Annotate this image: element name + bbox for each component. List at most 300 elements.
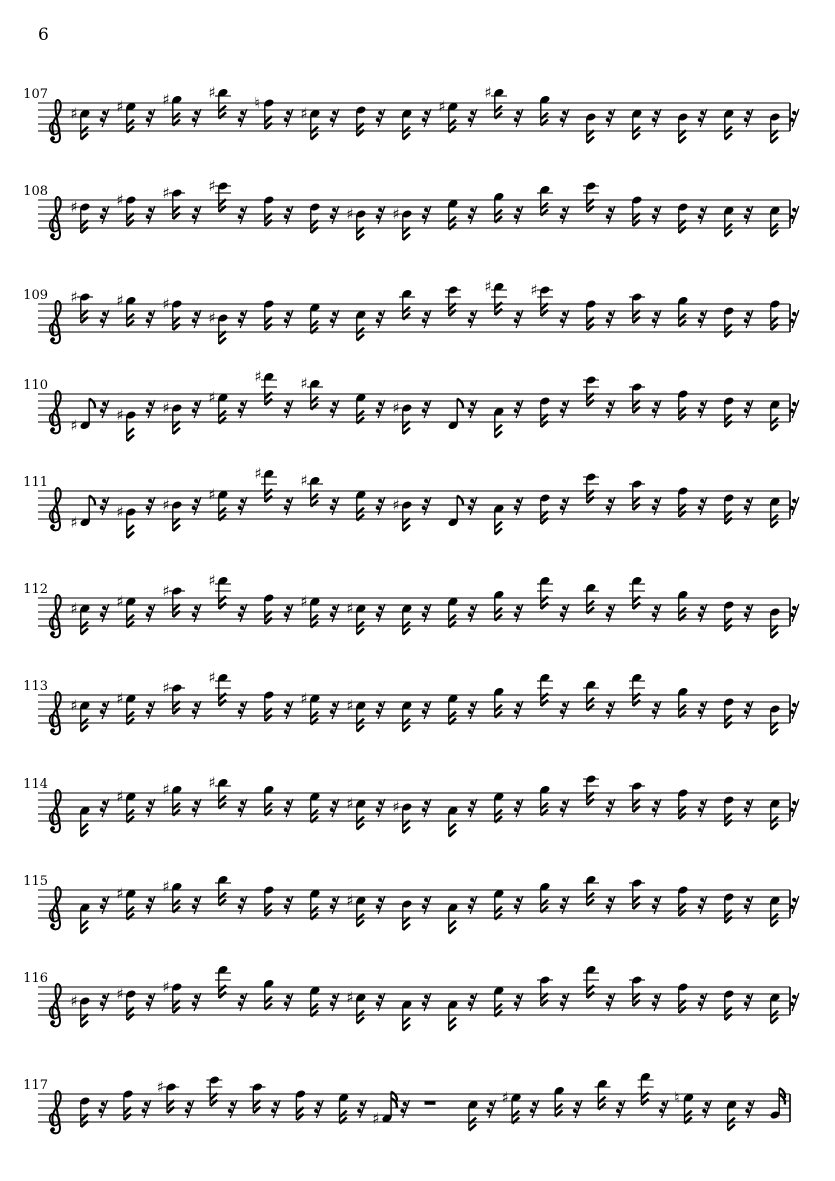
flag [357,1017,364,1023]
sharp-accidental: ♯ [208,309,216,327]
sharp-accidental: ♯ [346,794,354,813]
sharp-accidental: ♯ [208,485,216,504]
flag [219,992,226,998]
sharp-accidental: ♯ [70,288,78,306]
treble-clef-icon [49,984,61,1026]
note [163,399,183,434]
flag [771,137,778,143]
flag [219,985,226,991]
flag [265,809,272,815]
sharp-accidental: ♯ [162,184,170,202]
treble-clef-icon [49,595,61,637]
flag [495,1010,502,1016]
flag [587,704,594,710]
flag [403,1018,410,1024]
flag [642,1099,649,1105]
flag [357,628,364,634]
sharp-accidental: ♯ [392,496,400,514]
flag [495,112,502,118]
flag [771,1011,778,1017]
natural-accidental: ♮ [254,94,260,112]
sharp-accidental: ♯ [116,406,124,424]
measure-number: 114 [23,777,48,792]
sharp-accidental: ♯ [300,471,308,490]
flag [495,913,502,919]
measure-number: 116 [23,971,48,986]
note [485,278,508,316]
sharp-accidental: ♯ [162,978,170,996]
flag [265,489,272,495]
treble-clef-icon [49,301,61,343]
flag [679,711,686,717]
flag [771,224,778,230]
note [301,472,324,507]
flag [127,712,134,718]
flag [311,133,318,139]
note [447,496,463,528]
sixteenth-rest [790,701,799,719]
flag [127,435,134,441]
sharp-accidental: ♯ [208,571,216,590]
flag [357,514,364,520]
flag [512,1117,519,1123]
flag [495,210,502,216]
flag [679,614,686,620]
flag [173,809,180,815]
note [209,572,232,610]
sharp-accidental: ♯ [208,83,216,102]
flag [403,719,410,725]
note [209,669,232,707]
flag [403,827,410,833]
flag [599,1103,606,1109]
sharp-accidental: ♯ [372,1109,380,1128]
flag [541,906,548,912]
flag [449,126,456,132]
flag [219,596,226,602]
note [163,781,183,816]
flag [495,810,502,816]
flag [357,328,364,334]
note [301,375,324,410]
flag [127,120,134,126]
note [347,205,367,240]
sharp-accidental: ♯ [346,988,354,1007]
flag [265,803,272,809]
sharp-accidental: ♯ [254,367,262,386]
flag [403,313,410,319]
block-rest [425,1101,436,1105]
flag [771,1017,778,1023]
flag [219,700,226,706]
note [71,992,91,1027]
flag [311,810,318,816]
flag [403,1024,410,1030]
flag [265,496,272,502]
flag [357,914,364,920]
system-115 [23,874,799,934]
flag [495,431,502,437]
sharp-accidental: ♯ [162,877,170,896]
flag [403,133,410,139]
flag [541,209,548,215]
sharp-accidental: ♯ [116,787,124,806]
note [393,399,413,434]
sharp-accidental: ♯ [162,295,170,313]
flag [403,234,410,240]
flag [311,816,318,822]
flag [449,1018,456,1024]
flag [469,1124,476,1130]
note [163,496,183,531]
sharp-accidental: ♯ [116,191,124,209]
sharp-accidental: ♯ [116,689,124,708]
sixteenth-rest [790,993,799,1011]
note [163,91,183,126]
note [209,309,229,344]
note [537,673,553,706]
note [583,965,599,998]
flag [219,112,226,118]
flag [633,127,640,133]
sharp-accidental: ♯ [300,104,308,123]
sharp-accidental: ♯ [162,780,170,799]
note [677,112,688,143]
note [629,673,645,706]
flag [173,428,180,434]
sixteenth-rest [790,400,799,418]
sharp-accidental: ♯ [208,668,216,687]
flag [219,508,226,514]
flag [311,494,318,500]
flag [495,522,502,528]
flag [449,927,456,933]
flag [541,900,548,906]
note [393,798,413,833]
sharp-accidental: ♯ [392,399,400,417]
flag [403,307,410,313]
flag [219,893,226,899]
flag [173,906,180,912]
flag [127,525,134,531]
note [71,496,95,532]
flag [219,514,226,520]
flag [311,621,318,627]
flag [127,532,134,538]
flag [311,403,318,409]
note [209,84,232,119]
flag [173,803,180,809]
measure-number: 109 [23,288,48,303]
flag [679,137,686,143]
flag [357,234,364,240]
flag [311,327,318,333]
note [393,205,413,240]
flag [449,223,456,229]
note [393,496,413,531]
flag [357,817,364,823]
sharp-accidental: ♯ [484,277,492,296]
measure-number: 112 [23,582,48,597]
sharp-accidental: ♯ [208,388,216,407]
sharp-accidental: ♯ [70,696,78,715]
sharp-accidental: ♯ [300,689,308,708]
sharp-accidental: ♯ [70,992,78,1010]
flag [81,927,88,933]
flag [771,424,778,430]
sixteenth-rest [790,310,799,328]
sixteenth-rest [790,604,799,622]
flag [127,126,134,132]
flag [81,1021,88,1027]
flag [495,816,502,822]
flag [541,809,548,815]
flag [679,608,686,614]
flag [265,392,272,398]
flag [403,628,410,634]
flag [541,803,548,809]
sixteenth-rest [790,206,799,224]
flag [495,528,502,534]
flag [127,913,134,919]
treble-clef-icon [49,887,61,929]
note [401,899,412,930]
flag [728,1118,735,1124]
flag [633,133,640,139]
system-113 [23,669,799,736]
system-107 [23,84,799,144]
flag [587,601,594,607]
flag [265,997,272,1003]
flag [679,314,686,320]
flag [587,137,594,143]
sharp-accidental: ♯ [116,97,124,116]
flag [311,321,318,327]
sharp-accidental: ♯ [162,582,170,600]
system-109 [23,278,799,345]
note [585,112,596,143]
flag [403,127,410,133]
sharp-accidental: ♯ [70,513,78,532]
treble-clef-icon [49,692,61,734]
note [117,406,137,441]
flag [357,334,364,340]
flag [771,632,778,638]
note [117,503,137,538]
flag [679,705,686,711]
flag [127,615,134,621]
flag [633,596,640,602]
flag [311,718,318,724]
sharp-accidental: ♯ [162,90,170,109]
sharp-accidental: ♯ [346,205,354,223]
flag [403,428,410,434]
note [447,399,463,431]
sharp-accidental: ♯ [484,83,492,102]
flag [357,920,364,926]
sharp-accidental: ♯ [70,104,78,123]
flag [495,614,502,620]
flag [219,417,226,423]
flag [173,525,180,531]
sixteenth-rest [790,896,799,914]
flag [541,700,548,706]
flag [81,725,88,731]
system-111 [23,465,799,539]
flag [495,216,502,222]
flag [81,628,88,634]
flag [541,693,548,699]
note [215,965,231,998]
note [537,576,553,609]
flag [219,338,226,344]
flag [340,1117,347,1123]
flag [449,217,456,223]
flag [311,127,318,133]
flag [81,133,88,139]
measure-number: 117 [23,1078,48,1093]
note [255,368,278,406]
sharp-accidental: ♯ [501,1088,510,1107]
flag [728,1124,735,1130]
sharp-accidental: ♯ [530,281,538,299]
flag [311,615,318,621]
flag [587,985,594,991]
sharp-accidental: ♯ [70,416,78,435]
system-110 [23,368,799,442]
sixteenth-rest [790,109,799,127]
treble-clef-icon [49,1091,61,1133]
flag [311,1004,318,1010]
flag [685,1111,692,1117]
flag [457,399,463,409]
flag [127,718,134,724]
flag [457,496,463,506]
flag [219,802,226,808]
flag [771,920,778,926]
system-117 [23,1072,790,1134]
sharp-accidental: ♯ [300,374,308,393]
measure-number: 113 [23,679,48,694]
flag [311,913,318,919]
flag [642,1092,649,1098]
sharp-accidental: ♯ [116,291,124,310]
treble-clef-icon [49,197,61,239]
flag [541,113,548,119]
measure-number: 110 [23,378,48,393]
note [71,399,95,435]
flag [311,500,318,506]
measure-number: 107 [23,87,48,102]
flag [449,621,456,627]
flag [89,496,95,506]
system-108 [23,177,799,240]
flag [725,133,732,139]
flag [311,397,318,403]
flag [449,718,456,724]
sharp-accidental: ♯ [162,496,170,514]
flag [512,1111,519,1117]
flag [81,719,88,725]
flag [449,824,456,830]
flag [357,725,364,731]
flag [311,1010,318,1016]
flag [555,1110,562,1116]
flag [725,127,732,133]
treble-clef-icon [49,100,61,142]
flag [633,693,640,699]
flag [81,824,88,830]
flag [771,418,778,424]
flag [449,120,456,126]
flag [449,921,456,927]
flag [357,508,364,514]
flag [127,907,134,913]
sharp-accidental: ♯ [208,773,216,792]
sharp-accidental: ♯ [392,798,400,816]
note [485,84,508,119]
treble-clef-icon [49,790,61,832]
flag [403,924,410,930]
sharp-accidental: ♯ [392,205,400,223]
flag [771,729,778,735]
flag [219,106,226,112]
flag [587,893,594,899]
flag [725,224,732,230]
sharp-accidental: ♯ [162,399,170,417]
flag [449,1024,456,1030]
flag [633,700,640,706]
sharp-accidental: ♯ [254,464,262,483]
flag [495,907,502,913]
note [769,704,780,735]
flag [469,1118,476,1124]
flag [771,515,778,521]
note [117,292,137,327]
flag [173,113,180,119]
flag [127,314,134,320]
flag [219,693,226,699]
flag [541,596,548,602]
flag [357,411,364,417]
flag [81,830,88,836]
sharp-accidental: ♯ [438,97,446,116]
sharp-accidental: ♯ [116,503,124,521]
sharp-accidental: ♯ [300,592,308,611]
flag [127,428,134,434]
flag [495,302,502,308]
flag [541,203,548,209]
note [769,607,780,638]
note [638,1072,654,1105]
flag [357,719,364,725]
system-114 [23,774,799,837]
treble-clef-icon [49,391,61,433]
flag [265,1003,272,1009]
flag [403,525,410,531]
flag [127,621,134,627]
flag [771,521,778,527]
treble-clef-icon [49,488,61,530]
flag [449,830,456,836]
sharp-accidental: ♯ [70,198,78,216]
flag [725,230,732,236]
flag [495,711,502,717]
flag [587,698,594,704]
flag [541,119,548,125]
system-112 [23,572,799,639]
flag [127,816,134,822]
